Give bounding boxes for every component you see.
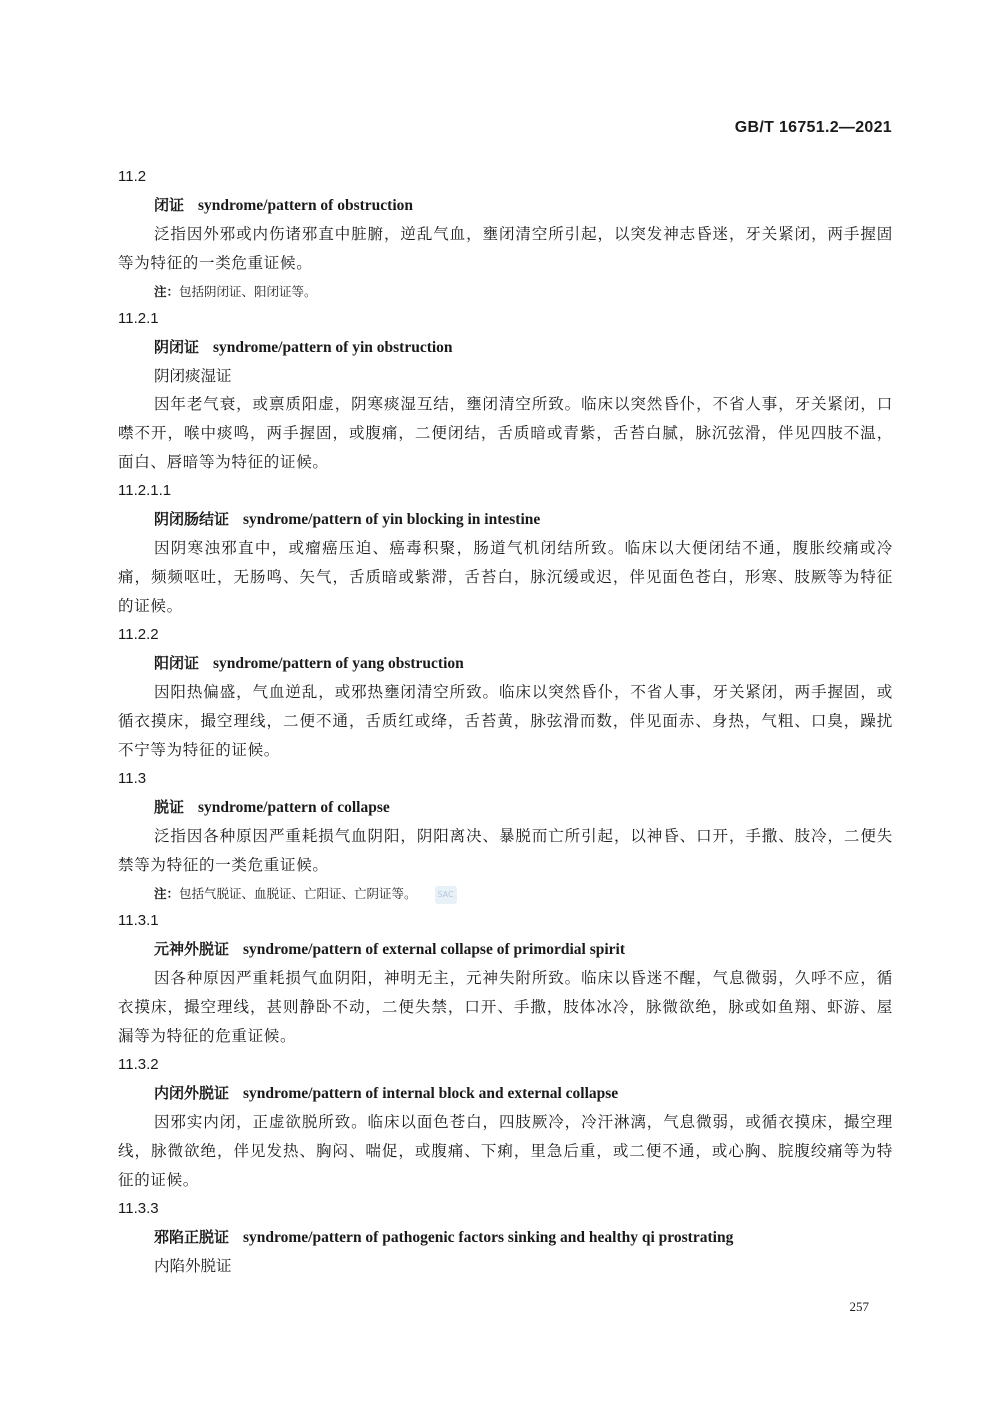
term-heading: [118, 934, 893, 964]
clause-number: 11.3.2: [118, 1056, 159, 1073]
term-english: syndrome/pattern of obstruction: [198, 197, 414, 214]
note-label: 注：: [154, 284, 180, 299]
term-english: syndrome/pattern of yang obstruction: [213, 655, 464, 672]
term-definition: 因年老气衰，或禀质阳虚，阴寒痰湿互结，壅闭清空所致。临床以突然昏仆，不省人事，牙关紧闭，口噤不开，喉中痰鸣，两手握固，或腹痛，二便闭结，舌质暗或青紫，舌苔白腻，脉沉弦滑，伴见四肢不温，面白、唇暗等为特征的证候。: [118, 395, 893, 471]
term-chinese: 阴闭肠结证: [154, 510, 230, 528]
note-text: 包括阴闭证、阳闭证等。: [179, 284, 317, 299]
clause-number: 11.3.1: [118, 912, 159, 929]
standard-code: GB/T 16751.2—2021: [734, 119, 892, 136]
term-heading: [118, 332, 893, 362]
sac-watermark-logo: SAC: [435, 886, 457, 904]
clause-number: 11.3: [118, 770, 147, 787]
term-heading: [118, 190, 893, 220]
document-body: [118, 163, 893, 1280]
term-chinese: 邪陷正脱证: [154, 1228, 230, 1246]
term-definition: 泛指因外邪或内伤诸邪直中脏腑，逆乱气血，壅闭清空所引起，以突发神志昏迷，牙关紧闭，两手握固等为特征的一类危重证候。: [118, 225, 893, 272]
clause-number: 11.2: [118, 168, 147, 185]
term-chinese: 阳闭证: [154, 654, 200, 672]
term-english: syndrome/pattern of pathogenic factors sinking and healthy qi prostrating: [243, 1229, 734, 1246]
term-chinese: 阴闭证: [154, 338, 200, 356]
clause-number: 11.2.2: [118, 626, 159, 643]
term-chinese: 闭证: [154, 196, 185, 214]
term-note: [118, 880, 893, 907]
note-label: 注：: [154, 886, 180, 901]
term-synonym: 内陷外脱证: [154, 1257, 232, 1275]
term-heading: [118, 1222, 893, 1252]
term-chinese: 脱证: [154, 798, 185, 816]
term-english: syndrome/pattern of collapse: [198, 799, 390, 816]
term-heading: [118, 504, 893, 534]
term-english: syndrome/pattern of yin blocking in intestine: [243, 511, 541, 528]
term-definition: 因阴寒浊邪直中，或瘤癌压迫、癌毒积聚，肠道气机闭结所致。临床以大便闭结不通，腹胀绞痛或冷痛，频频呕吐，无肠鸣、矢气，舌质暗或紫滞，舌苔白，脉沉缓或迟，伴见面色苍白，形寒、肢厥等为特征的证候。: [118, 539, 893, 615]
term-heading: [118, 1078, 893, 1108]
page-number: 257: [849, 1299, 869, 1314]
term-definition: 因各种原因严重耗损气血阴阳，神明无主，元神失附所致。临床以昏迷不醒，气息微弱，久呼不应，循衣摸床，撮空理线，甚则静卧不动，二便失禁，口开、手撒，肢体冰冷，脉微欲绝，脉或如鱼翔、虾游、屋漏等为特征的危重证候。: [118, 969, 893, 1045]
term-synonym: 阴闭痰湿证: [154, 367, 232, 385]
term-chinese: 元神外脱证: [154, 940, 230, 958]
term-definition: 因阳热偏盛，气血逆乱，或邪热壅闭清空所致。临床以突然昏仆，不省人事，牙关紧闭，两手握固，或循衣摸床，撮空理线，二便不通，舌质红或绛，舌苔黄，脉弦滑而数，伴见面赤、身热，气粗、口臭，躁扰不宁等为特征的证候。: [118, 683, 893, 759]
clause-number: 11.3.3: [118, 1200, 159, 1217]
term-heading: [118, 792, 893, 822]
term-english: syndrome/pattern of internal block and external collapse: [243, 1085, 619, 1102]
clause-number: 11.2.1.1: [118, 482, 172, 499]
term-note: [118, 278, 893, 305]
term-chinese: 内闭外脱证: [154, 1084, 230, 1102]
term-english: syndrome/pattern of yin obstruction: [213, 339, 453, 356]
term-definition: 因邪实内闭，正虚欲脱所致。临床以面色苍白，四肢厥冷，冷汗淋漓，气息微弱，或循衣摸床，撮空理线，脉微欲绝，伴见发热、胸闷、喘促，或腹痛、下痢，里急后重，或二便不通，或心胸、脘腹绞痛等为特征的证候。: [118, 1113, 893, 1189]
clause-number: 11.2.1: [118, 310, 159, 327]
term-definition: 泛指因各种原因严重耗损气血阴阳，阴阳离决、暴脱而亡所引起，以神昏、口开，手撒、肢冷，二便失禁等为特征的一类危重证候。: [118, 827, 893, 874]
term-heading: [118, 648, 893, 678]
note-text: 包括气脱证、血脱证、亡阳证、亡阴证等。: [179, 886, 417, 901]
term-english: syndrome/pattern of external collapse of primordial spirit: [243, 941, 626, 958]
